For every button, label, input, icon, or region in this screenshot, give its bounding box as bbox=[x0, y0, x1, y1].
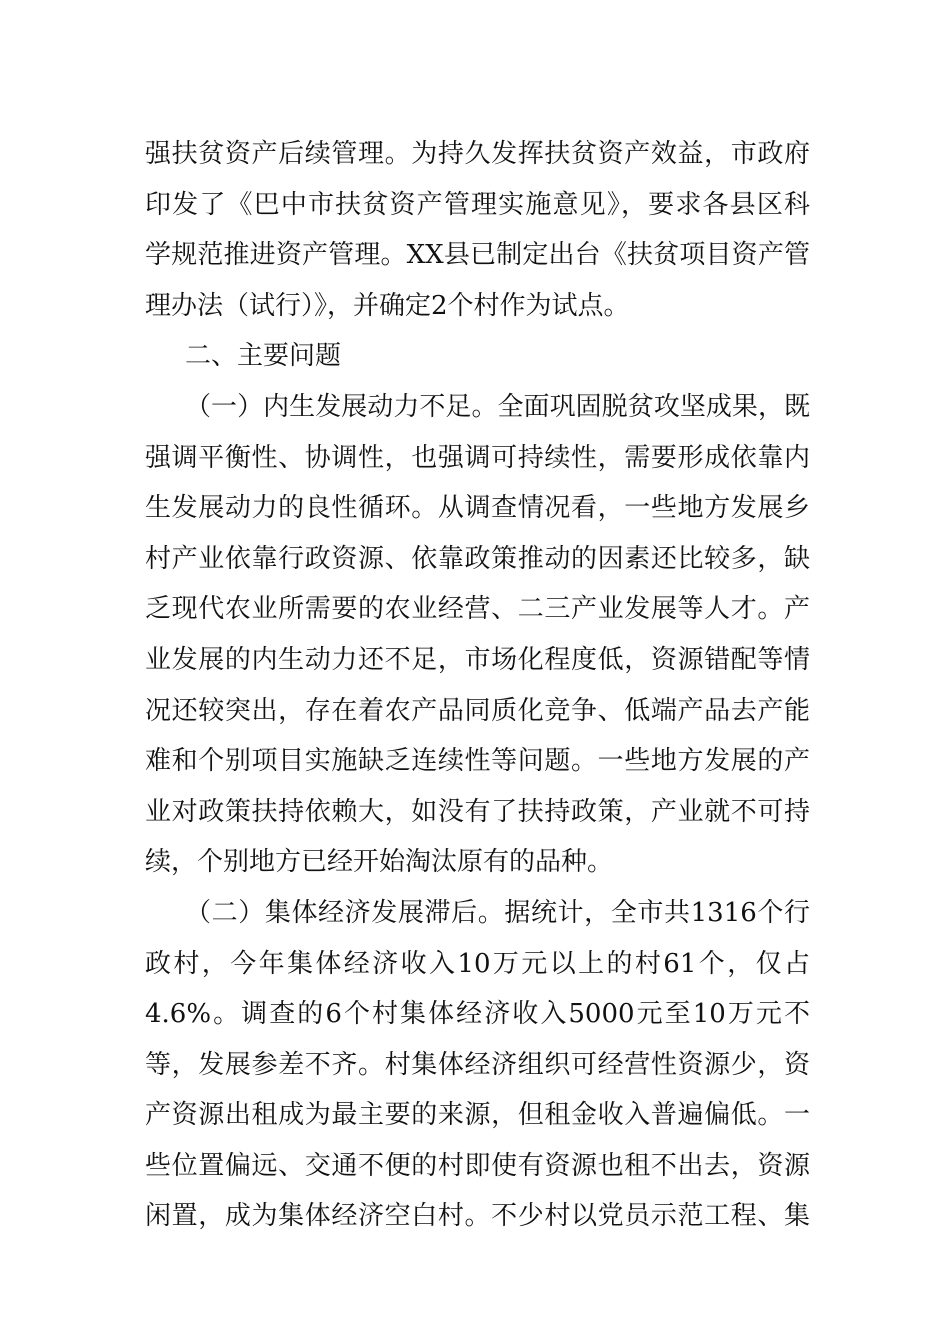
text-line: 闲置，成为集体经济空白村。不少村以党员示范工程、集 bbox=[145, 1201, 810, 1232]
text-line: 4.6%。调查的6个村集体经济收入5000元至10万元不 bbox=[145, 999, 810, 1030]
text-line: 续，个别地方已经开始淘汰原有的品种。 bbox=[145, 847, 614, 878]
text-line: 政村，今年集体经济收入10万元以上的村61个，仅占 bbox=[145, 948, 810, 979]
text-line: 强扶贫资产后续管理。为持久发挥扶贫资产效益，市政府 bbox=[145, 139, 810, 169]
text-line: 学规范推进资产管理。XX县已制定出台《扶贫项目资产管 bbox=[145, 240, 810, 271]
text-line: 生发展动力的良性循环。从调查情况看，一些地方发展乡 bbox=[145, 493, 810, 524]
text-line: 乏现代农业所需要的农业经营、二三产业发展等人才。产 bbox=[145, 594, 810, 625]
text-line: 难和个别项目实施缺乏连续性等问题。一些地方发展的产 bbox=[145, 746, 810, 777]
text-line: 产资源出租成为最主要的来源，但租金收入普遍偏低。一 bbox=[145, 1100, 810, 1131]
text-line: 况还较突出，存在着农产品同质化竞争、低端产品去产能 bbox=[145, 695, 810, 726]
subsection-heading-line: （一）内生发展动力不足。全面巩固脱贫攻坚成果，既 bbox=[185, 391, 810, 422]
text-line: 强调平衡性、协调性，也强调可持续性，需要形成依靠内 bbox=[145, 442, 810, 473]
text-line: 村产业依靠行政资源、依靠政策推动的因素还比较多，缺 bbox=[145, 543, 810, 574]
document-body bbox=[145, 129, 810, 1242]
text-line: 业对政策扶持依赖大，如没有了扶持政策，产业就不可持 bbox=[145, 796, 810, 827]
text-line: 些位置偏远、交通不便的村即使有资源也租不出去，资源 bbox=[145, 1150, 810, 1181]
section-heading: 二、主要问题 bbox=[185, 341, 342, 372]
text-line: 业发展的内生动力还不足，市场化程度低，资源错配等情 bbox=[145, 644, 810, 675]
text-line: 理办法（试行）》，并确定2个村作为试点。 bbox=[145, 290, 630, 321]
subsection-heading-line: （二）集体经济发展滞后。据统计，全市共1316个行 bbox=[185, 897, 810, 928]
text-line: 等，发展参差不齐。村集体经济组织可经营性资源少，资 bbox=[145, 1049, 810, 1080]
text-line: 印发了《巴中市扶贫资产管理实施意见》，要求各县区科 bbox=[145, 189, 810, 220]
